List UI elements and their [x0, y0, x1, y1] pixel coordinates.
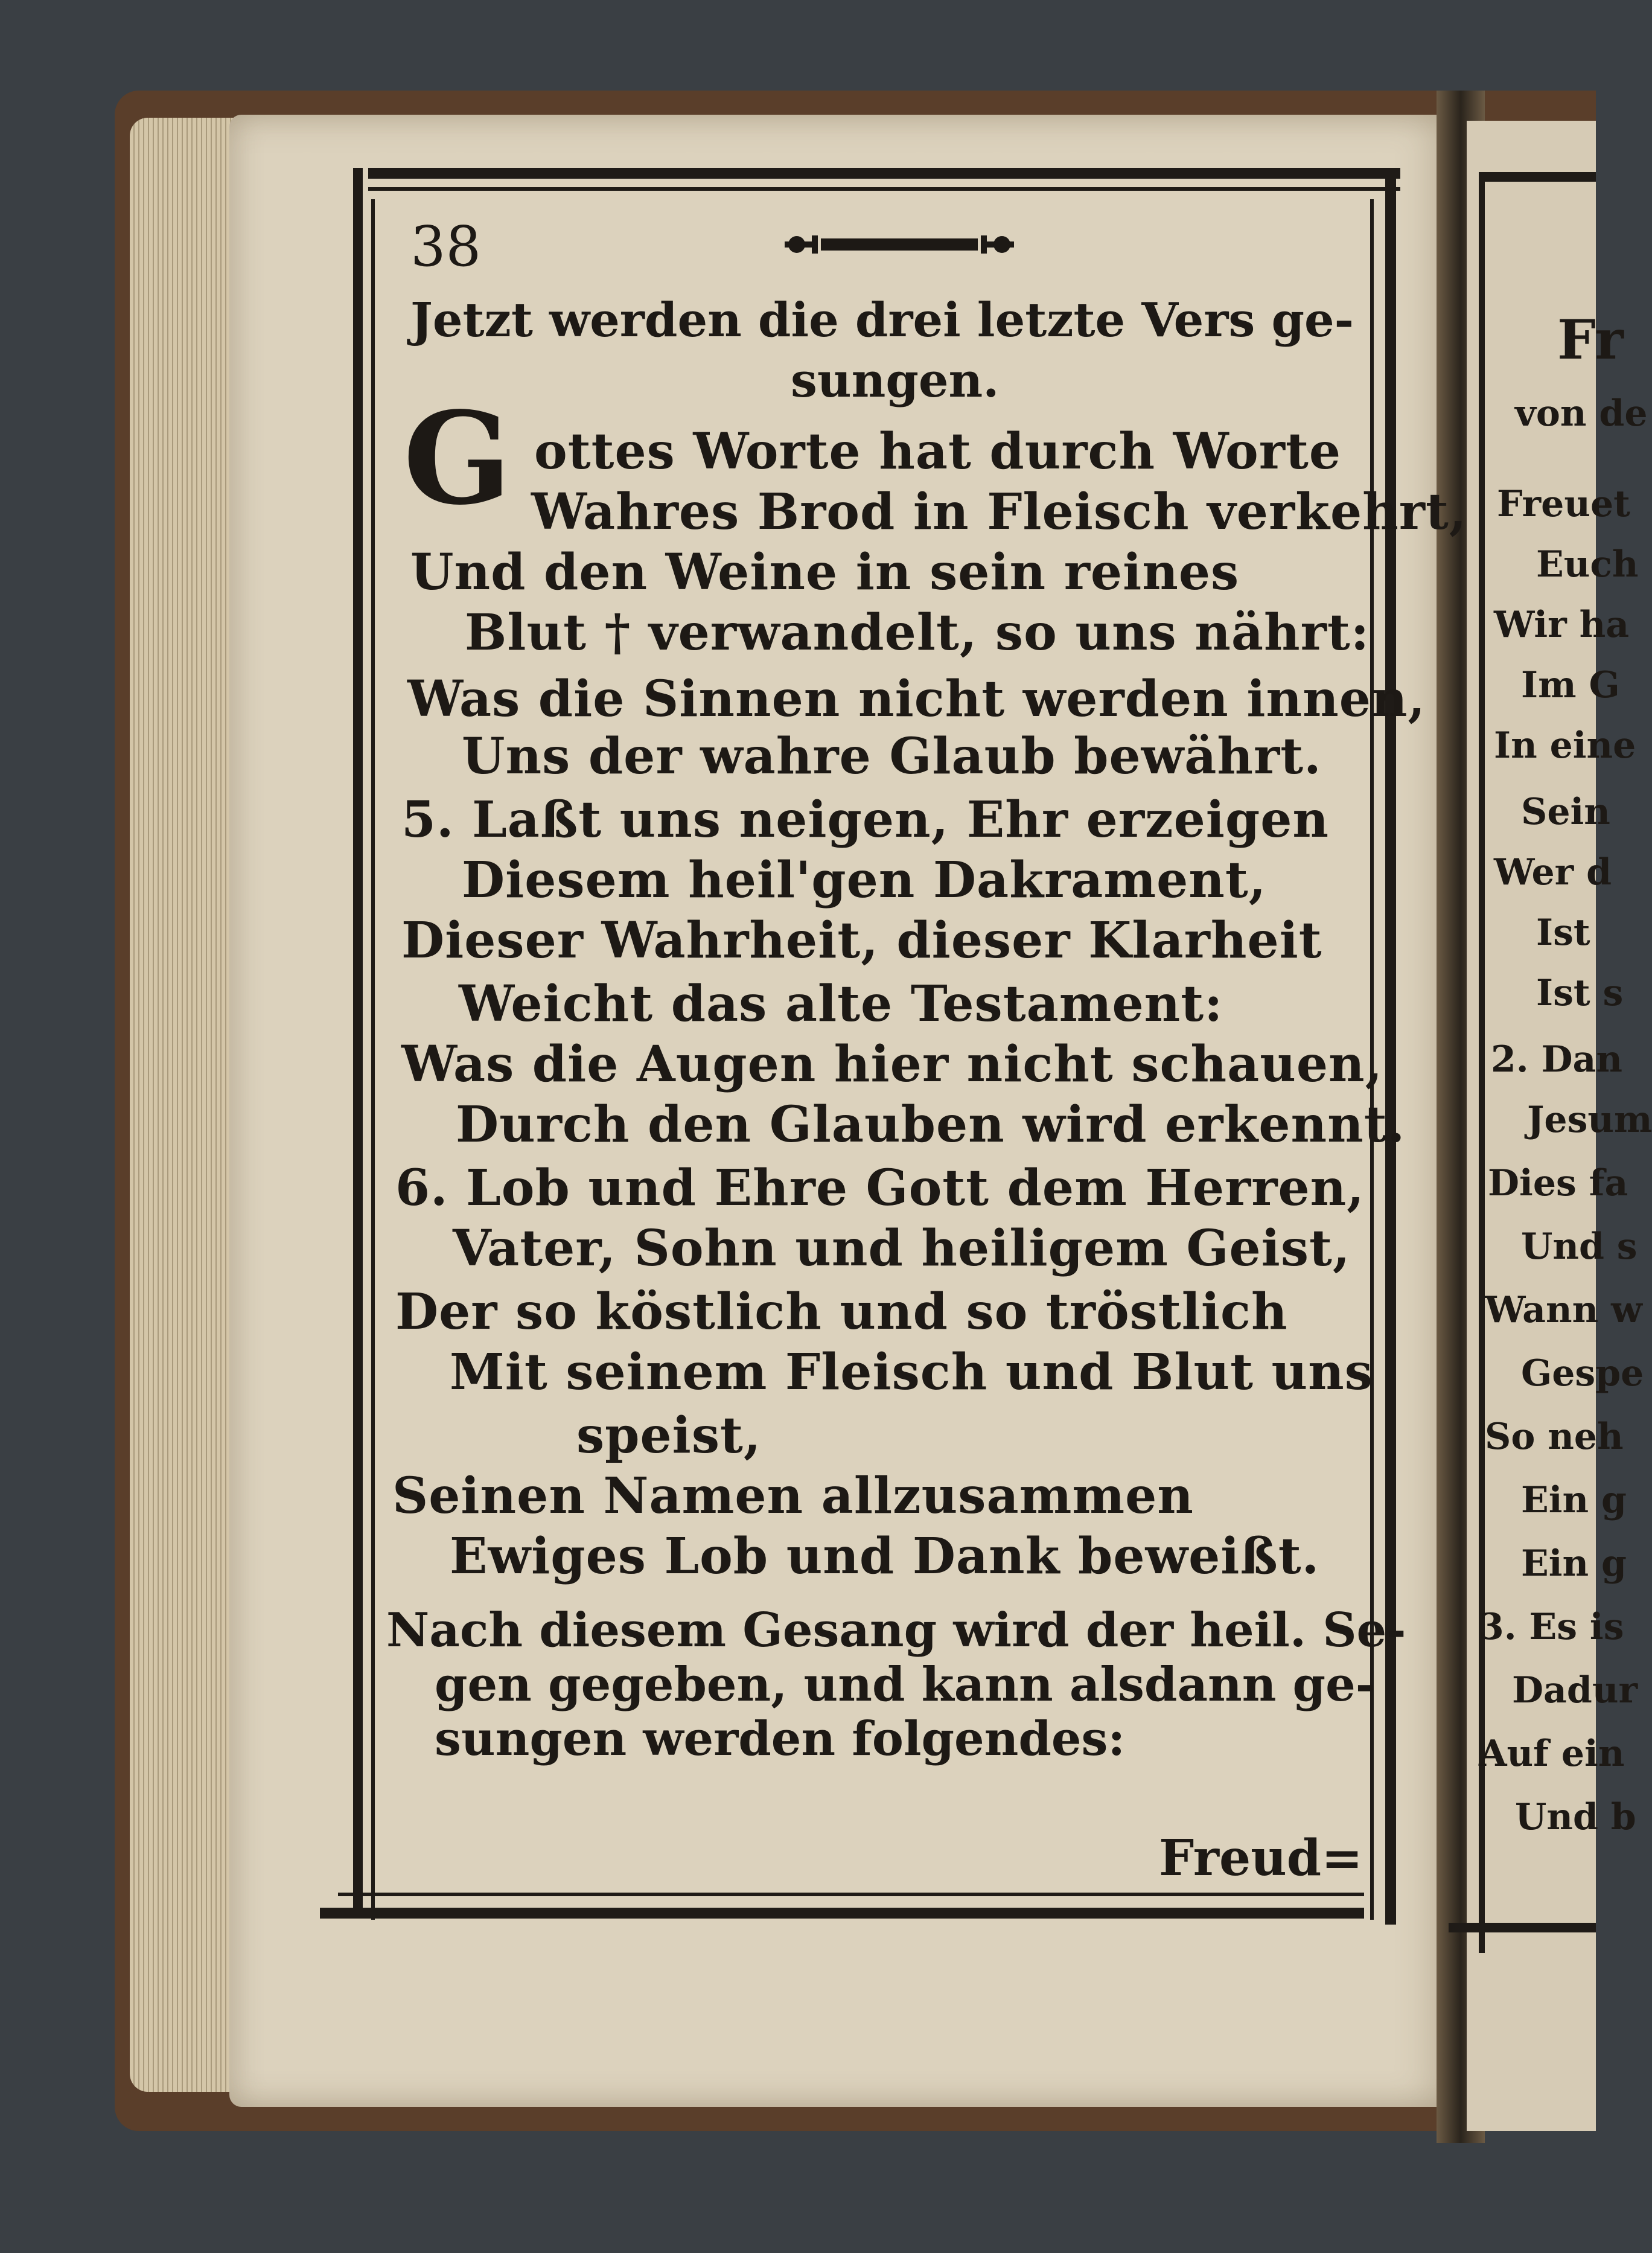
verse-line: speist,	[576, 1407, 762, 1465]
rubric-line-1: Jetzt werden die drei letzte Vers ge-	[410, 293, 1354, 348]
facing-line: Wir ha	[1494, 604, 1630, 646]
facing-line: So neh	[1485, 1416, 1624, 1458]
facing-line: Und s	[1521, 1226, 1638, 1268]
page-number: 38	[410, 214, 482, 279]
verse-line: Seinen Namen allzusammen	[392, 1467, 1194, 1525]
verse-line: Uns der wahre Glaub bewährt.	[462, 727, 1322, 785]
facing-line: Dadur	[1512, 1669, 1638, 1711]
facing-line: Dies fa	[1488, 1162, 1628, 1204]
rubric-line: sungen werden folgendes:	[435, 1711, 1126, 1766]
frame-right-thick	[1385, 168, 1396, 1925]
verse-line: Was die Augen hier nicht schauen,	[401, 1035, 1383, 1093]
verse-line: Der so köstlich und so tröstlich	[395, 1283, 1288, 1341]
verse-line: Und den Weine in sein reines	[410, 543, 1240, 601]
facing-line: 3. Es is	[1479, 1606, 1624, 1648]
verse-line: Blut † verwandelt, so uns nährt:	[465, 604, 1370, 662]
frame-bottom-thin	[338, 1893, 1364, 1896]
facing-line: Sein	[1521, 791, 1610, 833]
verse-line: Vater, Sohn und heiligem Geist,	[453, 1219, 1351, 1277]
facing-line: Wer d	[1494, 851, 1612, 893]
verse-line: 6. Lob und Ehre Gott dem Herren,	[395, 1159, 1365, 1217]
facing-line: 2. Dan	[1491, 1038, 1623, 1081]
facing-line: Ist	[1536, 912, 1590, 954]
verse-line: Dieser Wahrheit, dieser Klarheit	[401, 912, 1322, 970]
facing-line: Ein g	[1521, 1542, 1627, 1585]
rubric-line: gen gegeben, und kann alsdann ge-	[435, 1657, 1376, 1712]
facing-frame-top	[1479, 172, 1596, 182]
verse-line: ottes Worte hat durch Worte	[534, 423, 1341, 481]
facing-line: von de	[1515, 392, 1648, 435]
facing-line: Gespe	[1521, 1352, 1644, 1395]
facing-line: Freuet	[1497, 483, 1630, 525]
verse-line: Wahres Brod in Fleisch verkehrt,	[531, 483, 1467, 541]
verse-line: 5. Laßt uns neigen, Ehr erzeigen	[401, 791, 1330, 849]
facing-line: Ein g	[1521, 1479, 1627, 1521]
catchword: Freud=	[1159, 1829, 1363, 1887]
facing-line: Ist s	[1536, 972, 1624, 1014]
verse-line: Ewiges Lob und Dank beweißt.	[450, 1527, 1320, 1585]
frame-left-thin	[371, 199, 375, 1920]
facing-line: Im G	[1521, 664, 1620, 706]
ornament-icon	[779, 223, 1020, 266]
drop-cap: G	[403, 384, 512, 533]
facing-line: Auf ein	[1479, 1733, 1625, 1775]
rubric-line: Nach diesem Gesang wird der heil. Se-	[386, 1603, 1406, 1658]
facing-line: Euch	[1536, 543, 1639, 586]
frame-bottom-thick	[320, 1908, 1364, 1919]
verse-line: Weicht das alte Testament:	[459, 975, 1223, 1033]
facing-frame-left	[1479, 172, 1485, 1953]
facing-line: Wann w	[1485, 1289, 1642, 1331]
verse-line: Durch den Glauben wird erkennt.	[456, 1096, 1406, 1154]
facing-line: Fr	[1557, 308, 1624, 372]
facing-line: Jesum	[1527, 1099, 1652, 1141]
frame-top-thin	[368, 187, 1400, 191]
frame-left-thick	[353, 168, 363, 1919]
verse-line: Was die Sinnen nicht werden innen,	[407, 670, 1426, 728]
facing-line: In eine	[1494, 724, 1636, 767]
facing-line: Und b	[1515, 1796, 1636, 1838]
facing-frame-bottom	[1449, 1923, 1596, 1932]
rubric-line-2: sungen.	[791, 353, 1000, 408]
frame-top-thick	[368, 168, 1400, 179]
verse-line: Mit seinem Fleisch und Blut uns	[450, 1343, 1373, 1401]
verse-line: Diesem heil'gen Dakrament,	[462, 851, 1267, 909]
